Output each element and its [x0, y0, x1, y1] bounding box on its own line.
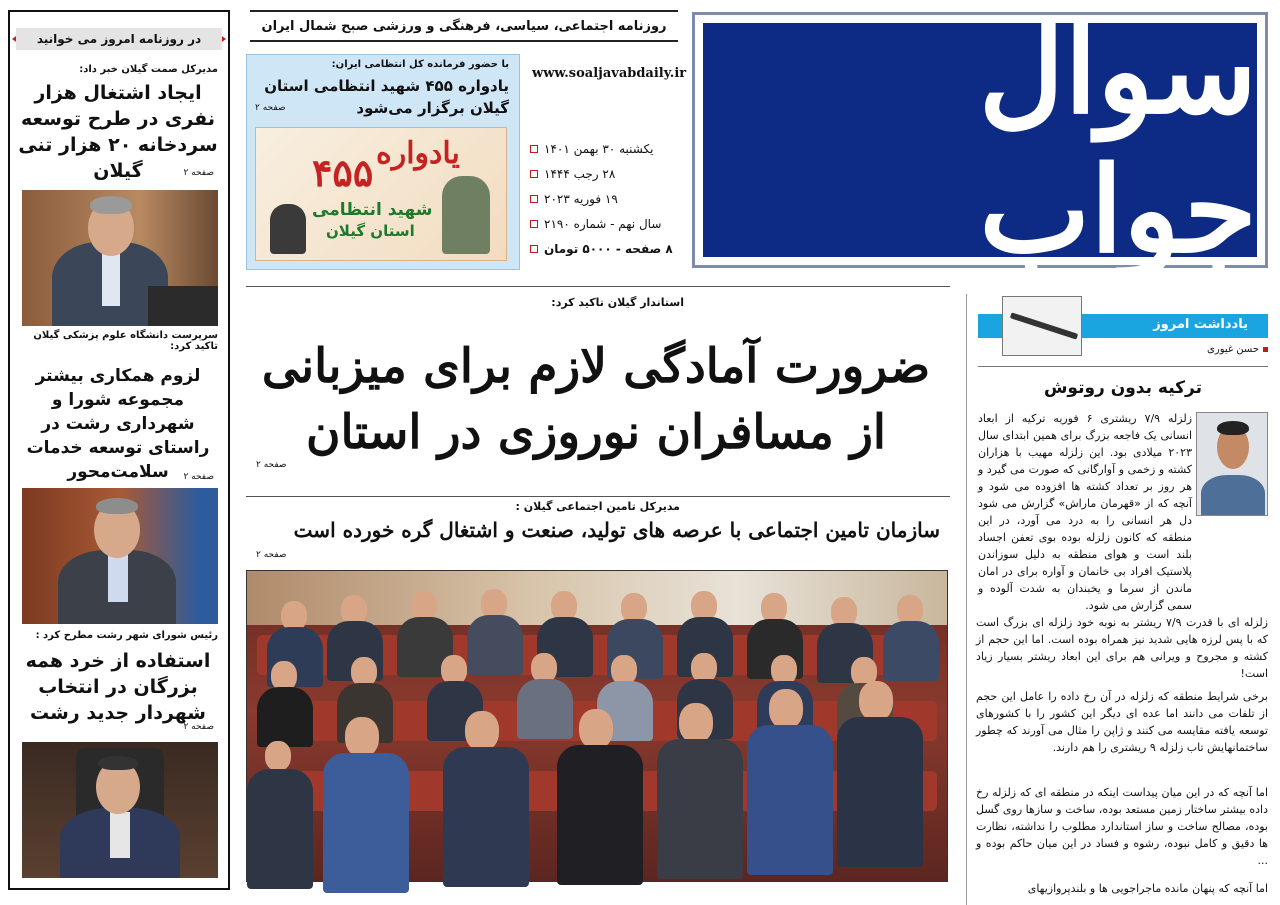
- anniversary-kicker: با حضور فرمانده کل انتظامی ایران:: [331, 59, 509, 70]
- poster-line-1: شهید انتظامی: [312, 200, 433, 220]
- square-bullet-icon: [530, 195, 538, 203]
- issue-info-item: ۱۹ فوریه ۲۰۲۳: [530, 186, 680, 211]
- anniversary-title[interactable]: یادواره ۴۵۵ شهید انتظامی استان گیلان برگزار می‌شود: [264, 77, 509, 117]
- story-page: صفحه ۲: [183, 722, 214, 732]
- story-kicker: رئیس شورای شهر رشت مطرح کرد :: [35, 630, 218, 641]
- sub-headline[interactable]: سازمان تامین اجتماعی با عرصه های تولید، صنعت و اشتغال گره خورده است: [293, 518, 940, 542]
- masthead-logo-panel: [703, 1, 1257, 279]
- section-divider: [246, 286, 950, 287]
- issue-info-item: ۸ صفحه - ۵۰۰۰ تومان: [530, 236, 680, 261]
- poster-word: یادواره: [376, 136, 460, 171]
- left-column: [8, 10, 230, 890]
- editorial-paragraph: برخی شرایط منطقه که زلزله در آن رخ داده را عامل این حجم از تلفات می دانند اما عده ای دیگر این کشور را با کشورهای توسعه یافته مقایسه می کنند و ژاپن را مثال می آورند که چطور ساختمانهایش تاب زلزله ۹ ریشتری را هم دارند.: [976, 690, 1268, 754]
- website-url[interactable]: www.soaljavabdaily.ir: [532, 66, 687, 81]
- poster-figure-left: [270, 204, 306, 254]
- story-headline[interactable]: لزوم همکاری بیشتر مجموعه شورا و شهرداری رشت در راستای توسعه خدمات سلامت‌محور: [26, 366, 210, 482]
- anniversary-page: صفحه ۲: [255, 103, 286, 113]
- editorial-title[interactable]: ترکیه بدون روتوش: [1043, 378, 1203, 398]
- poster-line-2: استان گیلان: [326, 222, 415, 240]
- editorial-paragraph: اما آنچه که در این میان پیداست اینکه در منطقه ای که زلزله رخ داده بیشتر ساختار زمین مستعد بوده، ساخت و سازها روی گسل بوده، مصالح ساخت و ساز استاندارد مطلوب را نداشته، نظارت ها دقیق و کامل نبوده، رشوه و فساد در این میان حاکم بوده و ...: [976, 786, 1268, 867]
- story-headline[interactable]: ایجاد اشتغال هزار نفری در طرح توسعه سردخانه ۲۰ هزار تنی گیلان: [18, 82, 218, 182]
- editorial-divider: [978, 366, 1268, 367]
- newspaper-logo: سوال جواب: [978, 1, 1257, 279]
- anniversary-poster: [255, 127, 507, 261]
- sub-kicker: مدیرکل تامین اجتماعی گیلان :: [515, 500, 680, 513]
- bullet-icon: [1263, 347, 1268, 352]
- poster-figure-right: [442, 176, 490, 254]
- story-page: صفحه ۲: [183, 168, 214, 178]
- anniversary-box[interactable]: [246, 54, 520, 270]
- main-page: صفحه ۲: [256, 460, 287, 470]
- main-kicker: استاندار گیلان تاکید کرد:: [551, 296, 684, 309]
- story-kicker: مدیرکل صمت گیلان خبر داد:: [79, 64, 218, 75]
- author-photo: [1196, 412, 1268, 516]
- section-divider: [246, 496, 950, 497]
- editorial-paragraph: اما آنچه که پنهان مانده ماجراجویی ها و بلندپروازیهای: [1027, 882, 1268, 895]
- story-photo: [22, 742, 218, 878]
- main-headline[interactable]: ضرورت آمادگی لازم برای میزبانی از مسافران نوروزی در استان: [261, 339, 931, 460]
- tagline: روزنامه اجتماعی، سیاسی، فرهنگی و ورزشی صبح شمال ایران: [250, 10, 678, 42]
- issue-info-item: یکشنبه ۳۰ بهمن ۱۴۰۱: [530, 136, 680, 161]
- editorial-paragraph: زلزله ای با قدرت ۷/۹ ریشتر به نوبه خود زلزله ای بزرگ است که با پس لرزه هایی شدید نیز همراه بوده است. اما این حجم از کشته و مجروح و ویرانی هم برای این ابعاد ریشتر بسیار زیاد است!: [976, 616, 1268, 680]
- issue-info-item: ۲۸ رجب ۱۴۴۴: [530, 161, 680, 186]
- editorial-paragraph: زلزله ۷/۹ ریشتری ۶ فوریه ترکیه از ابعاد انسانی یک فاجعه بزرگ برای همین ابتدای سال ۲۰۲۳ میلادی بود. این زلزله مهیب با هزاران کشته و زخمی و آوارگانی که صورت می گیرد و هر روز بر تعداد کشته ها افزوده می شود و آنچه که از «قهرمان ماراش» گزارش می شود دل هر انسانی را به درد می آورد، در این منطقه که کانون زلزله بوده بوی تعفن اجساد بلند است و هوای منطقه به دلیل سوزاندن پلاستیک افراد بی خانمان و آواره برای در امان ماندن از سرما و یخبندان به شدت آلوده و سمی گزارش می شود.: [978, 412, 1193, 612]
- story-photo: [22, 190, 218, 326]
- square-bullet-icon: [530, 220, 538, 228]
- story-headline[interactable]: استفاده از خرد همه بزرگان در انتخاب شهردار جدید رشت: [25, 650, 211, 724]
- main-photo: [246, 570, 948, 882]
- story-kicker: سرپرست دانشگاه علوم پزشکی گیلان تاکید کرد:: [33, 330, 218, 352]
- square-bullet-icon: [530, 170, 538, 178]
- editorial-author: حسن غیوری: [1150, 344, 1268, 355]
- square-bullet-icon: [530, 245, 538, 253]
- editorial-label: یادداشت امروز: [1153, 317, 1248, 332]
- story-photo: [22, 488, 218, 624]
- issue-info-item: سال نهم - شماره ۲۱۹۰: [530, 211, 680, 236]
- sub-page: صفحه ۲: [256, 550, 287, 560]
- poster-number: ۴۵۵: [312, 150, 374, 195]
- pen-icon: [1002, 296, 1082, 356]
- issue-info: [530, 136, 680, 261]
- left-column-header: در روزنامه امروز می خوانید: [16, 28, 222, 50]
- square-bullet-icon: [530, 145, 538, 153]
- masthead: [692, 1, 1268, 279]
- story-page: صفحه ۲: [183, 472, 214, 482]
